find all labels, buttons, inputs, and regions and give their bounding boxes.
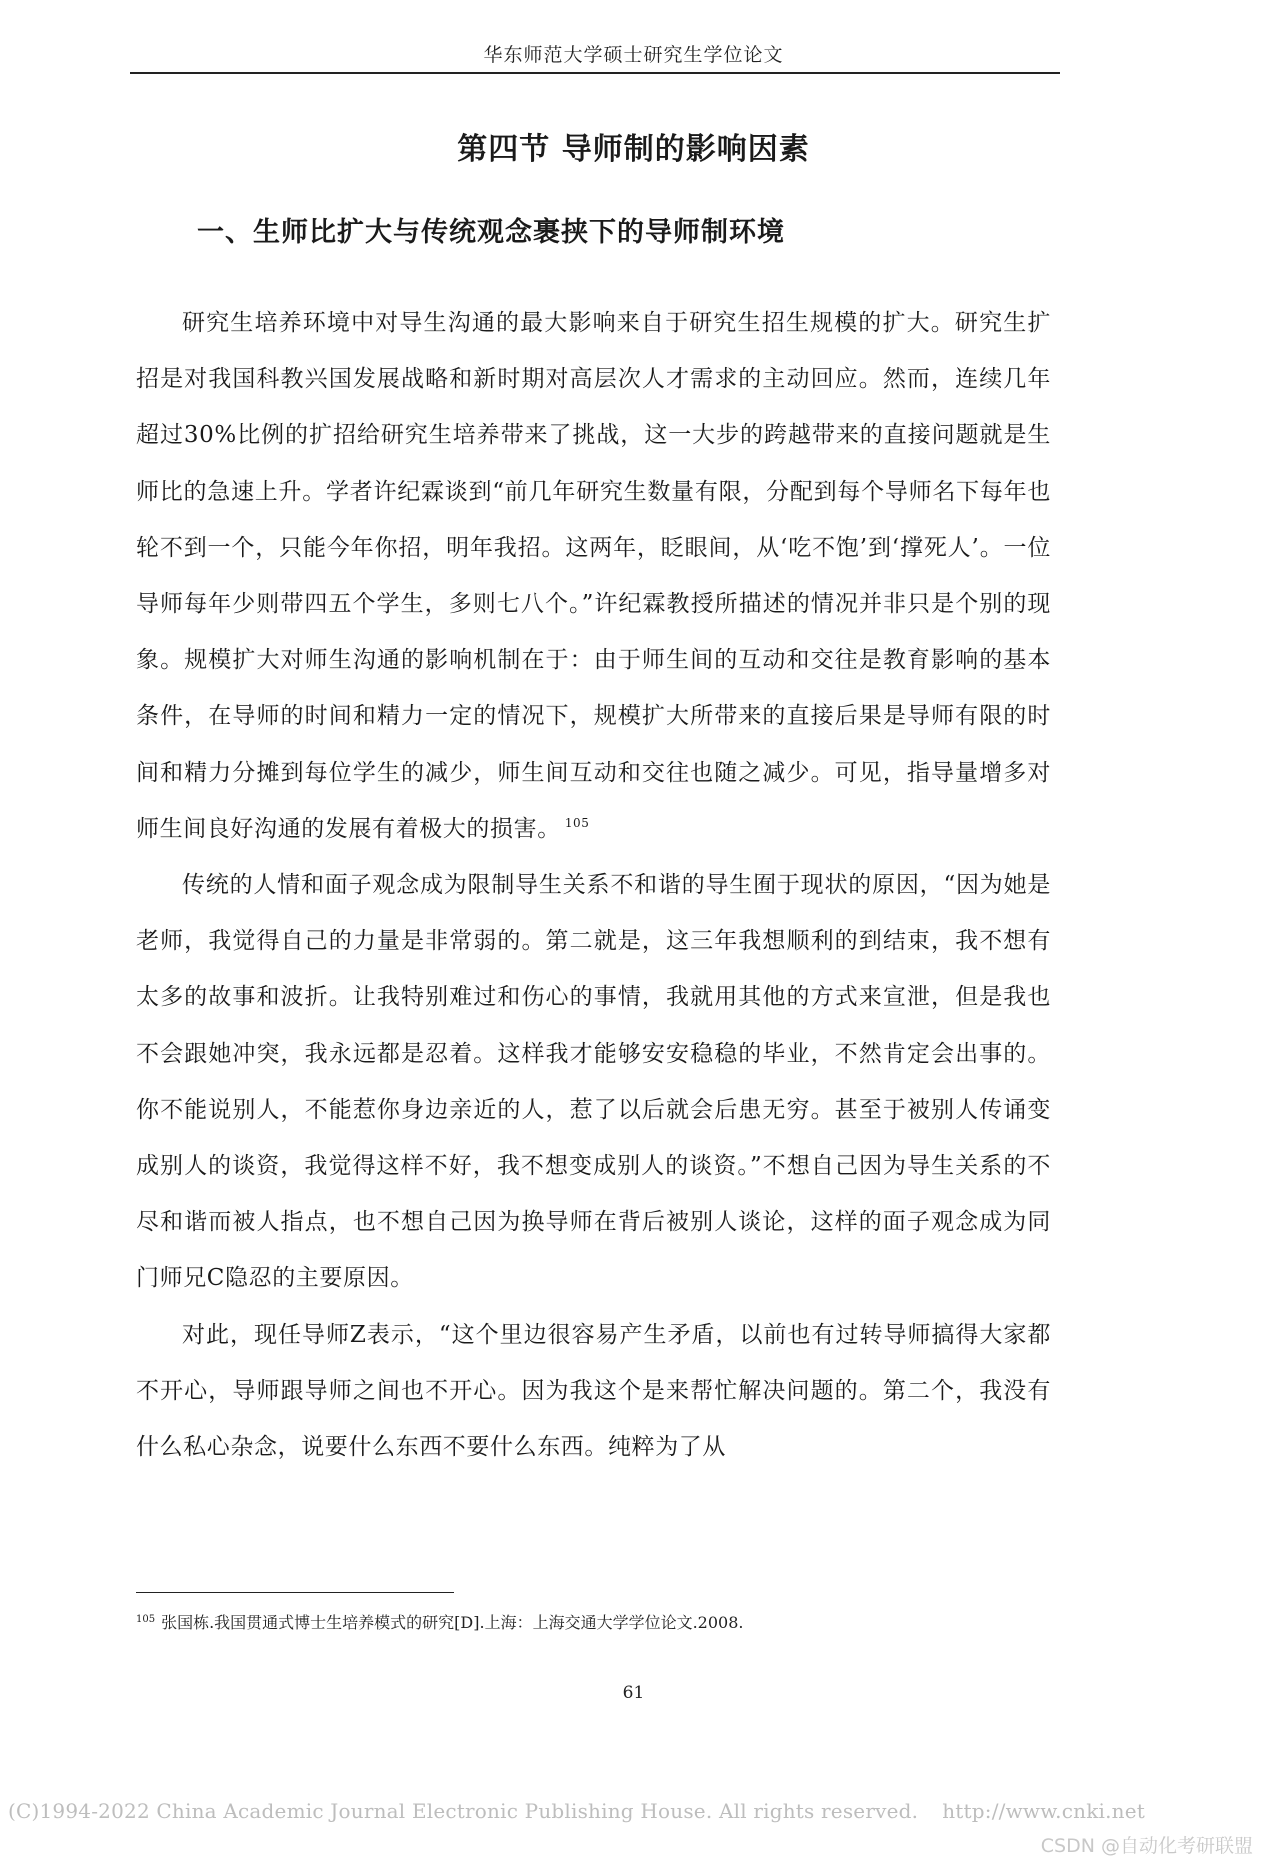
header-rule (130, 72, 1060, 74)
copyright-text: (C)1994-2022 China Academic Journal Electronic Publishing House. All rights reserved. (8, 1799, 919, 1823)
section-title: 第四节 导师制的影响因素 (457, 132, 810, 167)
paragraph-1-text: 研究生培养环境中对导生沟通的最大影响来自于研究生招生规模的扩大。研究生扩招是对我国科教兴国发展战略和新时期对高层次人才需求的主动回应。然而，连续几年超过30%比例的扩招给研究生培养带来了挑战，这一大步的跨越带来的直接问题就是生师比的急速上升。学者许纪霖谈到“前几年研究生数量有限，分配到每个导师名下每年也轮不到一个，只能今年你招，明年我招。这两年，眨眼间，从‘吃不饱’到‘撑死人’。一位导师每年少则带四五个学生，多则七八个。”许纪霖教授所描述的情况并非只是个别的现象。规模扩大对师生沟通的影响机制在于：由于师生间的互动和交往是教育影响的基本条件，在导师的时间和精力一定的情况下，规模扩大所带来的直接后果是导师有限的时间和精力分摊到每位学生的减少，师生间互动和交往也随之减少。可见，指导量增多对师生间良好沟通的发展有着极大的损害。 (136, 310, 1051, 842)
body-text (136, 295, 1051, 1475)
cnki-link[interactable]: http://www.cnki.net (942, 1799, 1146, 1823)
watermark: CSDN @自动化考研联盟 (1040, 1835, 1253, 1857)
paragraph-1 (136, 295, 1051, 857)
footnote-number: 105 (136, 1613, 156, 1625)
running-header: 华东师范大学硕士研究生学位论文 (483, 44, 784, 66)
page-number: 61 (622, 1683, 645, 1703)
subsection-title: 一、生师比扩大与传统观念裹挟下的导师制环境 (197, 217, 785, 248)
copyright-notice (8, 1799, 1145, 1823)
footnote-text: 张国栋.我国贯通式博士生培养模式的研究[D].上海：上海交通大学学位论文.2008. (161, 1613, 744, 1632)
paragraph-3: 对此，现任导师Z表示，“这个里边很容易产生矛盾，以前也有过转导师搞得大家都不开心，导师跟导师之间也不开心。因为我这个是来帮忙解决问题的。第二个，我没有什么私心杂念，说要什么东西不要什么东西。纯粹为了从 (136, 1321, 1051, 1461)
footnote (136, 1610, 743, 1633)
paragraph-2: 传统的人情和面子观念成为限制导生关系不和谐的导生囿于现状的原因，“因为她是老师，我觉得自己的力量是非常弱的。第二就是，这三年我想顺利的到结束，我不想有太多的故事和波折。让我特别难过和伤心的事情，我就用其他的方式来宣泄，但是我也不会跟她冲突，我永远都是忍着。这样我才能够安安稳稳的毕业，不然肯定会出事的。你不能说别人，不能惹你身边亲近的人，惹了以后就会后患无穷。甚至于被别人传诵变成别人的谈资，我觉得这样不好，我不想变成别人的谈资。”不想自己因为导生关系的不尽和谐而被人指点，也不想自己因为换导师在背后被别人谈论，这样的面子观念成为同门师兄C隐忍的主要原因。 (136, 872, 1051, 1292)
footnote-rule (136, 1592, 454, 1593)
footnote-reference[interactable]: 105 (564, 816, 590, 831)
